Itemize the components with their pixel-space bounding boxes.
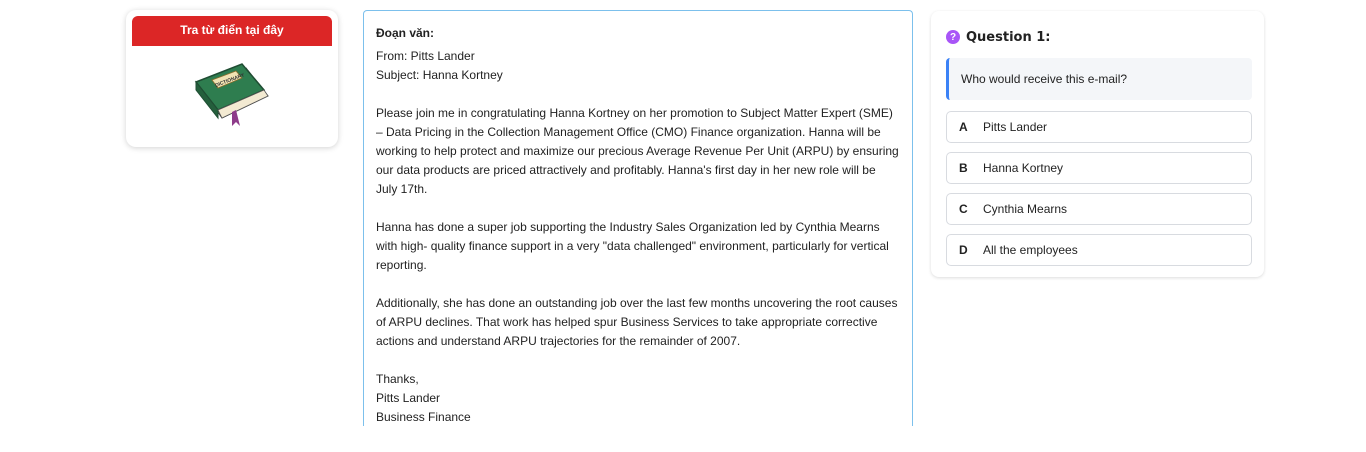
passage-paragraph <box>376 370 900 426</box>
option-letter: A <box>959 120 968 134</box>
passage-paragraph <box>376 104 900 199</box>
passage-line: Please join me in congratulating Hanna Kortney on her promotion to Subject Matter Expert (SME) – Data Pricing in the Collection Management Office (CMO) Finance organization. Hanna will be working to help protect and maximize our precious Average Revenue Per Unit (ARPU) by ensuring our data products are priced attractively and profitably. Hanna's first day in her new role will be July 17th. <box>376 106 899 196</box>
dictionary-header[interactable]: Tra từ điển tại đây <box>132 16 332 46</box>
option-letter: C <box>959 202 968 216</box>
option-letter: D <box>959 243 968 257</box>
option-text: Hanna Kortney <box>983 161 1064 175</box>
answer-options <box>946 111 1252 266</box>
passage-body <box>376 47 900 426</box>
question-title-label: Question 1: <box>966 29 1051 45</box>
question-mark-icon: ? <box>946 30 960 44</box>
passage-line: Hanna has done a super job supporting the Industry Sales Organization led by Cynthia Mearns with high- quality finance support in a very "data challenged" environment, particularly for vertical reporting. <box>376 220 889 272</box>
passage-panel[interactable] <box>363 10 913 426</box>
passage-line: Business Finance <box>376 410 471 424</box>
option-letter: B <box>959 161 968 175</box>
passage-line: Thanks, <box>376 372 419 386</box>
passage-heading: Đoạn văn: <box>376 26 435 40</box>
question-panel <box>931 11 1264 277</box>
question-prompt: Who would receive this e-mail? <box>946 58 1252 100</box>
passage-line: Additionally, she has done an outstanding job over the last few months uncovering the root causes of ARPU declines. That work has helped spur Business Services to take appropriate corrective actions and understand ARPU trajectories for the remainder of 2007. <box>376 296 898 348</box>
answer-option-b[interactable] <box>946 152 1252 184</box>
option-text: Pitts Lander <box>983 120 1048 134</box>
answer-option-a[interactable] <box>946 111 1252 143</box>
answer-option-c[interactable] <box>946 193 1252 225</box>
passage-paragraph <box>376 218 900 275</box>
option-text: Cynthia Mearns <box>983 202 1068 216</box>
option-text: All the employees <box>983 243 1078 257</box>
passage-line: Subject: Hanna Kortney <box>376 68 503 82</box>
dictionary-book-icon[interactable] <box>190 60 274 132</box>
passage-line: Pitts Lander <box>376 391 441 405</box>
passage-paragraph <box>376 47 900 85</box>
answer-option-d[interactable] <box>946 234 1252 266</box>
dictionary-card[interactable] <box>126 10 338 147</box>
book-label: DICTIONARY <box>214 72 246 89</box>
passage-line: From: Pitts Lander <box>376 49 475 63</box>
passage-paragraph <box>376 294 900 351</box>
question-title <box>946 24 1252 50</box>
